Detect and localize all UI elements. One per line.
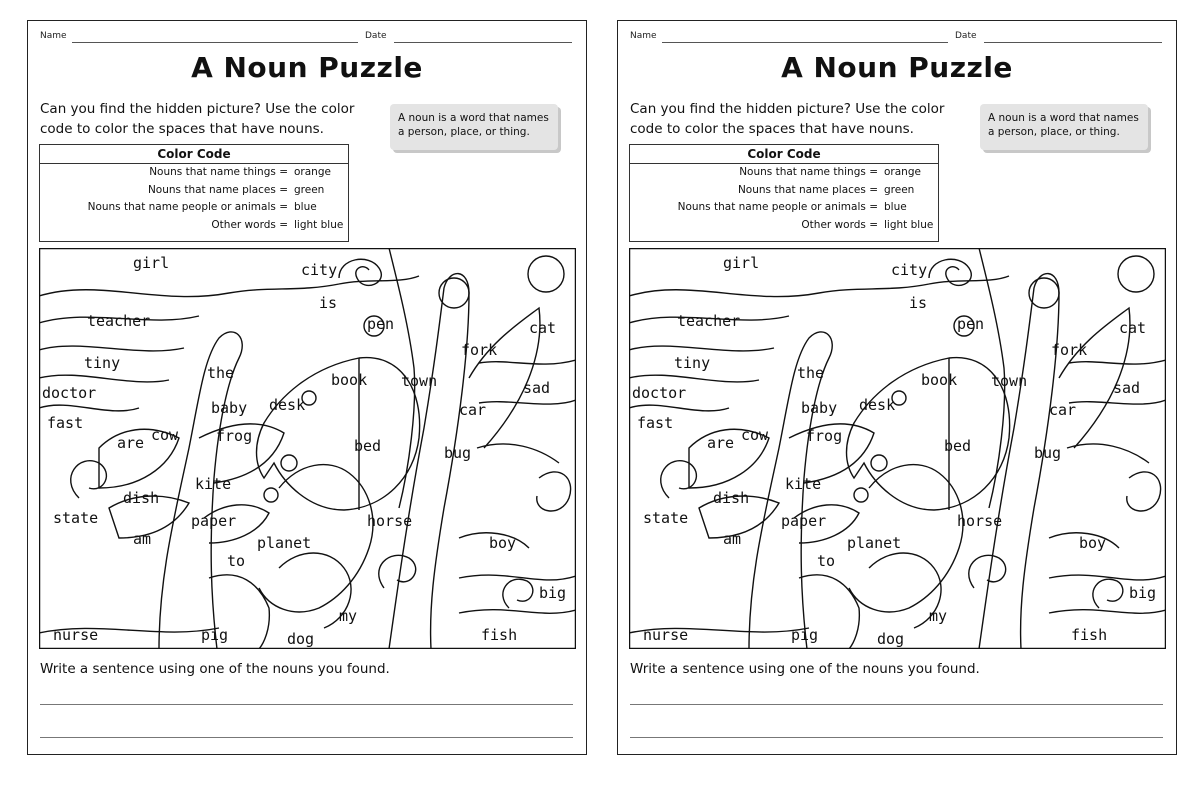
puzzle-word: tiny [84, 354, 121, 372]
date-line[interactable] [394, 42, 572, 43]
puzzle-word: my [339, 607, 358, 625]
color-code-row: Nouns that name things = orange [630, 164, 938, 182]
color-code-box [629, 144, 939, 242]
color-code-color: light blue [884, 218, 934, 231]
color-code-color: orange [294, 166, 331, 178]
puzzle-word: kite [785, 475, 822, 493]
puzzle-word: are [707, 434, 735, 452]
puzzle-word: am [723, 530, 742, 548]
name-line[interactable] [72, 42, 358, 43]
color-code-row: Nouns that name places = green [40, 182, 348, 200]
puzzle-word: city [301, 261, 338, 279]
puzzle-word: sad [523, 379, 551, 397]
color-code-row: Nouns that name people or animals = blue [40, 199, 348, 217]
puzzle-word: fast [637, 414, 674, 432]
date-label: Date [365, 31, 387, 41]
color-code-color: blue [294, 201, 317, 213]
puzzle-word: cat [529, 319, 557, 337]
puzzle-word: cow [741, 426, 769, 444]
color-code-label: Nouns that name people or animals [677, 201, 866, 213]
puzzle-word: are [117, 434, 145, 452]
color-code-box [39, 144, 349, 242]
puzzle-word: car [459, 401, 487, 419]
puzzle-word: car [1049, 401, 1077, 419]
puzzle-word: the [797, 364, 825, 382]
puzzle-word: girl [133, 254, 170, 272]
puzzle-word: bug [444, 444, 472, 462]
color-code-title: Color Code [630, 145, 938, 164]
color-code-label: Nouns that name people or animals [87, 201, 276, 213]
color-code-title: Color Code [40, 145, 348, 164]
puzzle-word: am [133, 530, 152, 548]
color-code-color: light blue [294, 218, 344, 231]
puzzle-word: dish [123, 489, 160, 507]
puzzle-word: pen [367, 315, 395, 333]
color-code-label: Nouns that name places [737, 183, 866, 196]
puzzle-word: the [207, 364, 235, 382]
color-code-row: Nouns that name things = orange [40, 164, 348, 182]
date-label: Date [955, 31, 977, 41]
writing-line[interactable] [40, 737, 573, 738]
color-code-row: Other words = light blue [630, 217, 938, 235]
puzzle-word: nurse [53, 626, 99, 644]
color-code-label: Nouns that name places [147, 183, 276, 196]
puzzle-word: is [909, 294, 928, 312]
puzzle-word: paper [191, 512, 237, 530]
noun-definition-note: A noun is a word that names a person, place, or thing. [980, 104, 1148, 150]
puzzle-word: bed [944, 437, 972, 455]
date-line[interactable] [984, 42, 1162, 43]
puzzle-word: dog [287, 630, 315, 648]
puzzle-word: planet [847, 534, 902, 552]
puzzle-word: sad [1113, 379, 1141, 397]
name-label: Name [630, 31, 657, 41]
puzzle-word: town [991, 372, 1028, 390]
instructions: Can you find the hidden picture? Use the color code to color the spaces that have nouns. [630, 101, 945, 137]
puzzle-word: planet [257, 534, 312, 552]
color-code-row: Other words = light blue [40, 217, 348, 235]
puzzle-word: book [331, 371, 368, 389]
puzzle-word: boy [489, 534, 517, 552]
puzzle-word: boy [1079, 534, 1107, 552]
color-code-label: Other words [801, 218, 866, 231]
instructions: Can you find the hidden picture? Use the color code to color the spaces that have nouns. [40, 101, 355, 137]
hidden-picture-puzzle[interactable] [629, 248, 1166, 649]
puzzle-word: desk [269, 396, 306, 414]
puzzle-word: fork [1051, 341, 1088, 359]
puzzle-word: book [921, 371, 958, 389]
color-code-color: orange [884, 166, 921, 178]
puzzle-word: to [817, 552, 836, 570]
puzzle-word: state [53, 509, 99, 527]
sentence-prompt: Write a sentence using one of the nouns you found. [630, 661, 980, 677]
puzzle-word: pig [791, 626, 819, 644]
puzzle-word: big [1129, 584, 1157, 602]
puzzle-word: cow [151, 426, 179, 444]
hidden-picture-puzzle[interactable] [39, 248, 576, 649]
puzzle-word: fish [481, 626, 518, 644]
puzzle-word: teacher [87, 312, 151, 330]
puzzle-word: my [929, 607, 948, 625]
puzzle-word: horse [367, 512, 413, 530]
puzzle-word: doctor [632, 384, 687, 402]
puzzle-word: dish [713, 489, 750, 507]
worksheet-page [27, 20, 587, 755]
puzzle-word: bug [1034, 444, 1062, 462]
color-code-label: Nouns that name things [739, 166, 866, 178]
color-code-color: green [884, 183, 915, 196]
puzzle-word: desk [859, 396, 896, 414]
color-code-label: Nouns that name things [149, 166, 276, 178]
puzzle-word: pen [957, 315, 985, 333]
puzzle-word: is [319, 294, 338, 312]
page-title: A Noun Puzzle [191, 51, 423, 84]
color-code-label: Other words [211, 218, 276, 231]
color-code-color: green [294, 183, 325, 196]
puzzle-word: dog [877, 630, 905, 648]
puzzle-word: frog [216, 427, 253, 445]
puzzle-word: horse [957, 512, 1003, 530]
sentence-prompt: Write a sentence using one of the nouns you found. [40, 661, 390, 677]
color-code-color: blue [884, 201, 907, 213]
puzzle-word: city [891, 261, 928, 279]
puzzle-word: bed [354, 437, 382, 455]
puzzle-word: tiny [674, 354, 711, 372]
puzzle-word: nurse [643, 626, 689, 644]
color-code-row: Nouns that name people or animals = blue [630, 199, 938, 217]
puzzle-word: teacher [677, 312, 741, 330]
puzzle-word: big [539, 584, 567, 602]
puzzle-word: girl [723, 254, 760, 272]
name-line[interactable] [662, 42, 948, 43]
puzzle-word: kite [195, 475, 232, 493]
writing-line[interactable] [40, 704, 573, 705]
puzzle-drawing[interactable] [39, 248, 576, 649]
puzzle-word: doctor [42, 384, 97, 402]
puzzle-word: paper [781, 512, 827, 530]
puzzle-word: fish [1071, 626, 1108, 644]
puzzle-word: to [227, 552, 246, 570]
puzzle-word: town [401, 372, 438, 390]
writing-line[interactable] [630, 737, 1163, 738]
puzzle-word: fork [461, 341, 498, 359]
puzzle-word: cat [1119, 319, 1147, 337]
puzzle-drawing[interactable] [629, 248, 1166, 649]
puzzle-word: baby [801, 399, 838, 417]
color-code-row: Nouns that name places = green [630, 182, 938, 200]
puzzle-word: baby [211, 399, 248, 417]
puzzle-word: fast [47, 414, 84, 432]
noun-definition-note: A noun is a word that names a person, place, or thing. [390, 104, 558, 150]
puzzle-word: pig [201, 626, 229, 644]
worksheet-page [617, 20, 1177, 755]
puzzle-word: frog [806, 427, 843, 445]
name-label: Name [40, 31, 67, 41]
writing-line[interactable] [630, 704, 1163, 705]
page-title: A Noun Puzzle [781, 51, 1013, 84]
puzzle-word: state [643, 509, 689, 527]
